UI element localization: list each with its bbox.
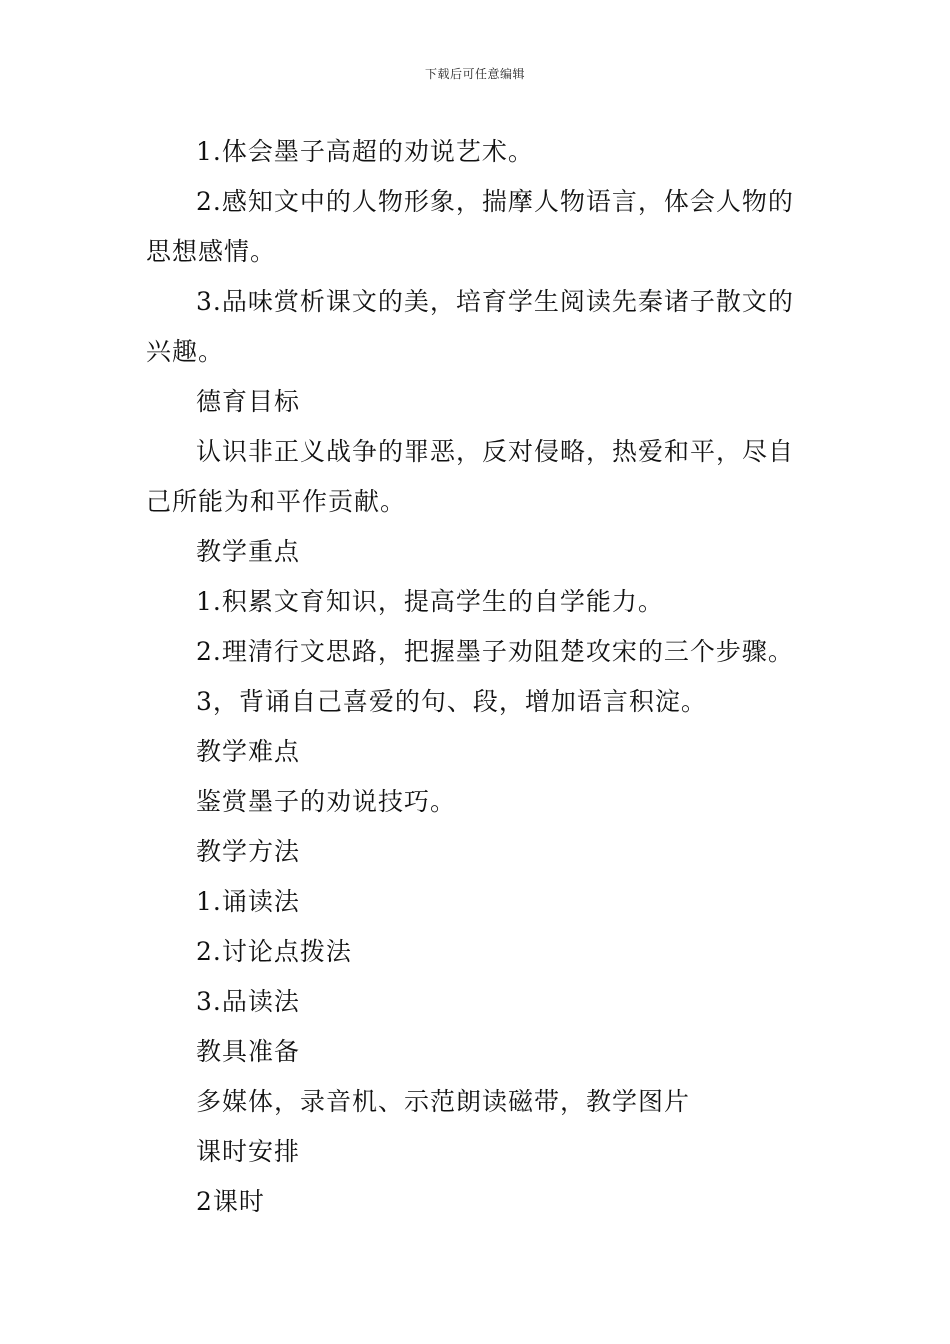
document-body [146,127,806,1227]
section-heading-difficulties: 教学难点 [196,737,301,766]
materials-text: 多媒体，录音机、示范朗读磁带，教学图片 [196,1087,691,1116]
method-3: 3.品读法 [196,987,300,1016]
method-1: 1.诵读法 [196,887,300,916]
section-heading-key-points: 教学重点 [196,537,301,566]
section-heading-schedule: 课时安排 [196,1137,301,1166]
method-2: 2.讨论点拨法 [196,937,352,966]
schedule-text: 2课时 [196,1187,265,1216]
section-heading-materials: 教具准备 [196,1037,301,1066]
section-heading-moral-goal: 德育目标 [196,387,301,416]
moral-goal-text: 认识非正义战争的罪恶，反对侵略，热爱和平，尽自己所能为和平作贡献。 [146,437,795,516]
objective-2: 2.感知文中的人物形象，揣摩人物语言，体会人物的思想感情。 [146,187,794,266]
objective-1: 1.体会墨子高超的劝说艺术。 [196,137,534,166]
key-point-1: 1.积累文育知识，提高学生的自学能力。 [196,587,664,616]
objective-3: 3.品味赏析课文的美，培育学生阅读先秦诸子散文的兴趣。 [146,287,794,366]
section-heading-methods: 教学方法 [196,837,301,866]
page-header: 下载后可任意编辑 [424,67,525,81]
difficulty-text: 鉴赏墨子的劝说技巧。 [196,787,457,816]
key-point-2: 2.理清行文思路，把握墨子劝阻楚攻宋的三个步骤。 [196,637,794,666]
key-point-3: 3，背诵自己喜爱的句、段，增加语言积淀。 [196,687,707,716]
